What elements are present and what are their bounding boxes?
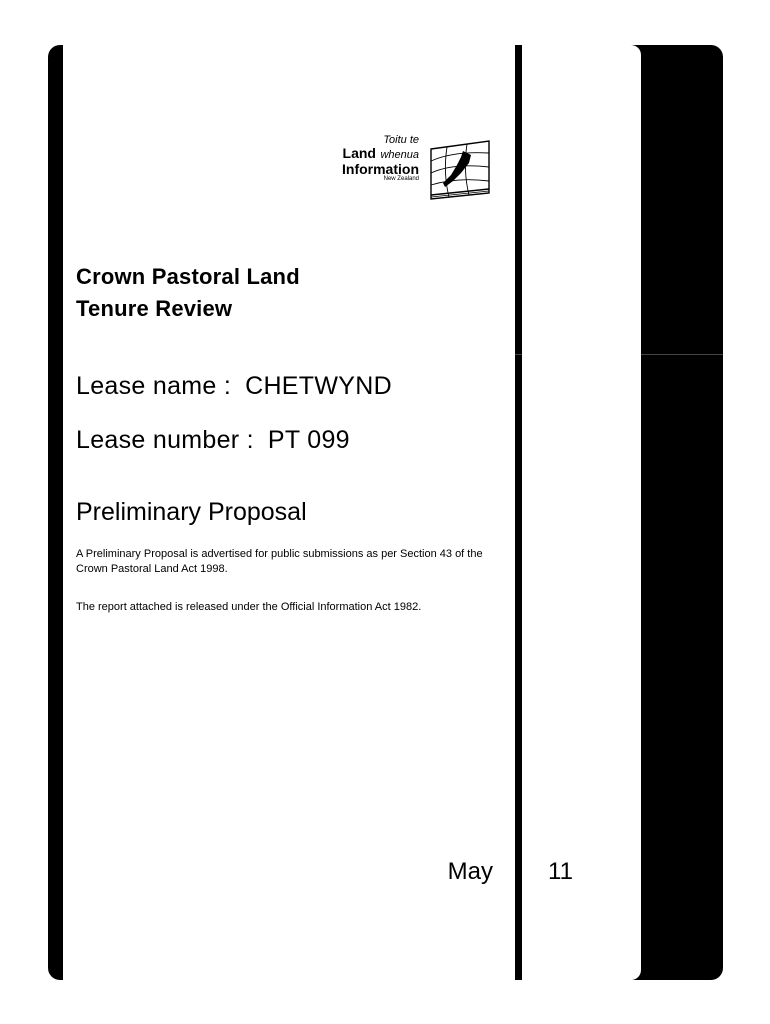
logo-text: [342, 135, 419, 182]
lease-name-label: Lease name :: [76, 372, 232, 400]
linz-logo: [318, 135, 493, 205]
paragraph-submissions: A Preliminary Proposal is advertised for public submissions as per Section 43 of the Crown Pastoral Land Act 1998.: [76, 548, 483, 575]
logo-new-zealand: New Zealand: [383, 176, 419, 182]
main-panel: [63, 45, 515, 980]
logo-whenua: whenua: [380, 149, 419, 161]
logo-land: Land: [342, 145, 376, 161]
globe-map-icon: [423, 139, 493, 201]
lease-name-value: CHETWYND: [245, 372, 392, 400]
lease-number-label: Lease number :: [76, 426, 254, 454]
paragraph-oia: The report attached is released under the Official Information Act 1982.: [76, 601, 422, 613]
lease-number-value: PT 099: [267, 426, 350, 454]
title-line-1: Crown Pastoral Land: [76, 264, 300, 289]
title-line-2: Tenure Review: [76, 296, 233, 321]
logo-toitu-te: Toitu te: [383, 134, 419, 146]
proposal-heading: Preliminary Proposal: [76, 498, 307, 526]
release-month: May: [447, 858, 493, 885]
lease-number-row: [76, 425, 350, 455]
document-cover: [48, 45, 723, 980]
side-panel: [522, 45, 641, 980]
divider-line-left: [515, 354, 522, 355]
release-year: 11: [548, 858, 573, 885]
document-title: [76, 261, 300, 325]
logo-information: Information: [342, 161, 419, 177]
divider-line-right: [641, 354, 723, 355]
lease-name-row: [76, 371, 392, 401]
